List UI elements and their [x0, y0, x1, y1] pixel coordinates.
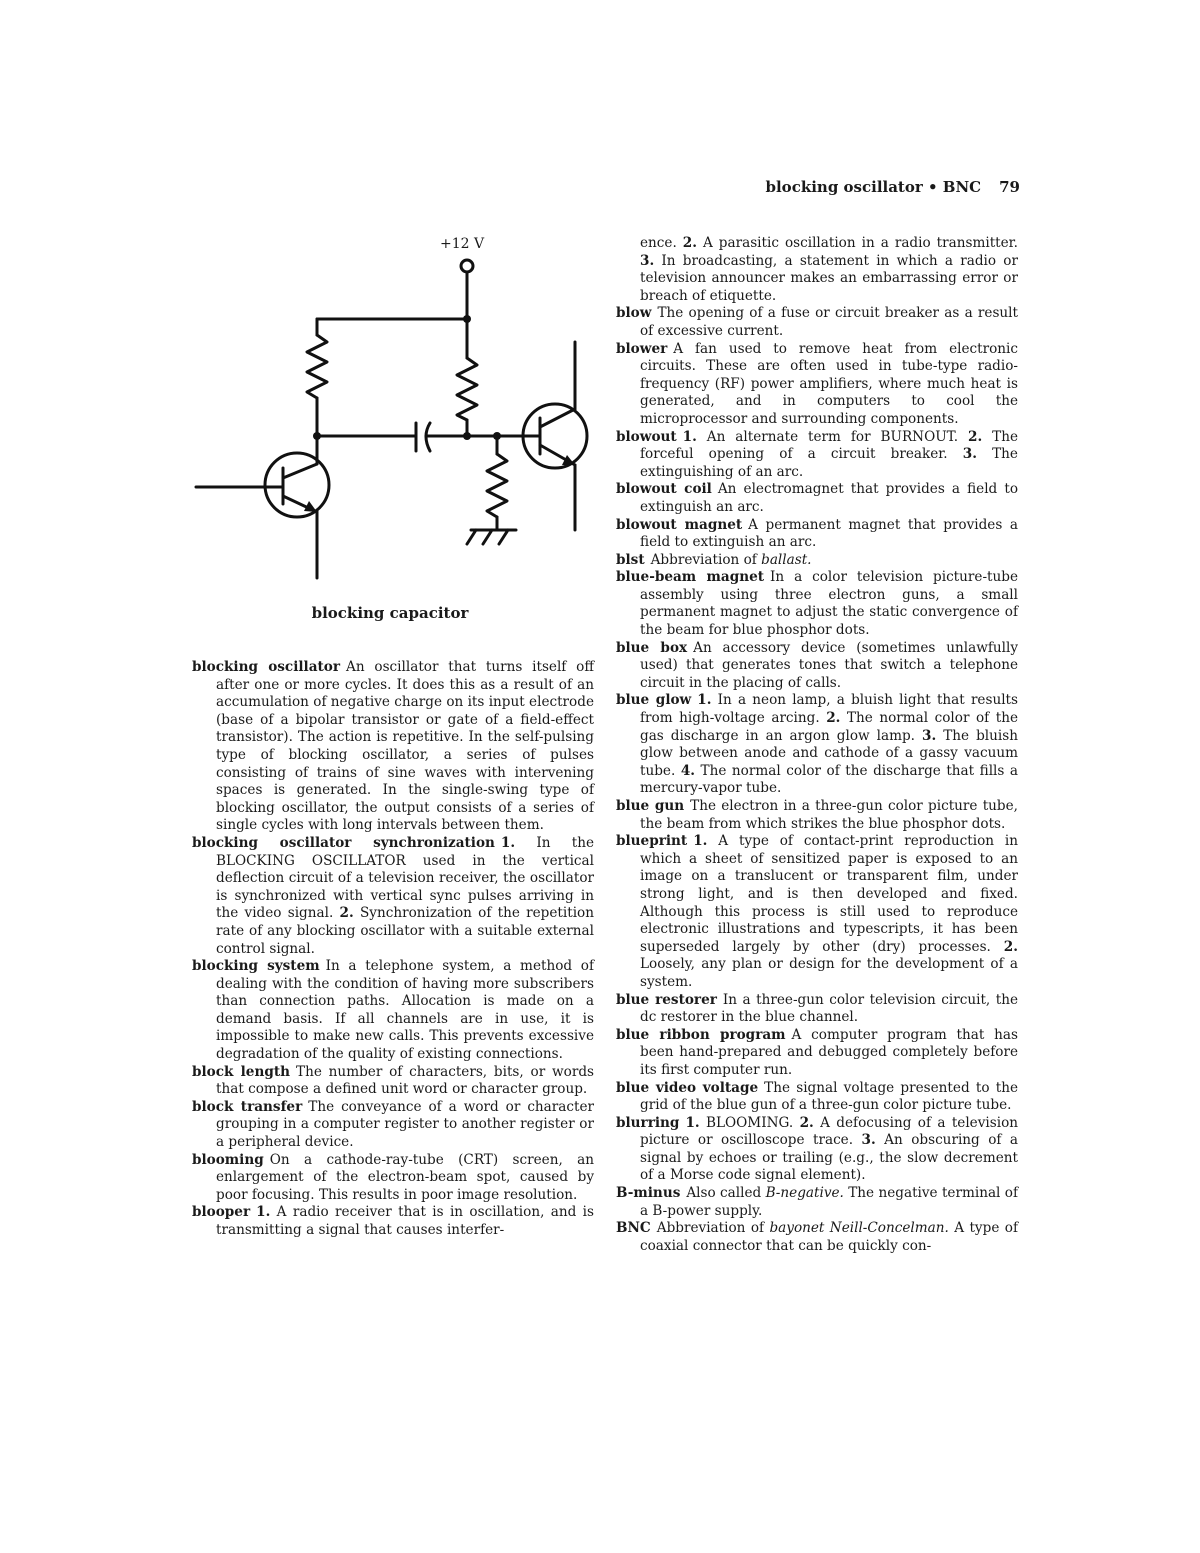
circuit-figure [190, 230, 590, 630]
definition-text: The negative terminal of a B-power supply. [640, 1185, 1018, 1219]
entry-term: blue ribbon program [616, 1026, 786, 1043]
entry-term: blower [616, 340, 668, 357]
entry-term: blow [616, 305, 652, 322]
definition-text: A fan used to remove heat from electronic circuits. These are often used in tube-type radio-frequency (RF) power amplifiers, where much heat is generated, and in computers to cool the microprocessor and surrounding components. [640, 340, 1018, 427]
definition-text: The extinguishing of an arc. [640, 446, 1018, 480]
definition-text: A radio receiver that is in oscillation, and is transmitting a signal that causes interfer- [216, 1204, 594, 1238]
sense-number: 3. [922, 727, 937, 744]
dictionary-entry [192, 1064, 594, 1099]
sense-number: 4. [680, 762, 696, 779]
definition-text: In broadcasting, a statement in which a radio or television announcer makes an embarrassing error or breach of etiquette. [640, 252, 1018, 304]
supply-voltage-label: +12 V [440, 236, 485, 252]
entry-term: blooming [192, 1151, 264, 1168]
dictionary-entry [616, 1220, 1018, 1255]
definition-text: A type of coaxial connector that can be quickly con- [640, 1220, 1018, 1254]
definition-text: Abbreviation of [656, 1220, 770, 1237]
sense-number: 2. [682, 235, 697, 251]
entry-term: blowout magnet [616, 516, 743, 533]
definition-text: A permanent magnet that provides a field to extinguish an arc. [640, 516, 1018, 551]
dictionary-entry [616, 429, 1018, 482]
dictionary-entry [192, 835, 594, 958]
dictionary-entry [616, 798, 1018, 833]
sense-number: 2. [799, 1114, 814, 1131]
dictionary-entry [616, 1080, 1018, 1115]
left-column [192, 659, 594, 1240]
entry-term: blueprint [616, 833, 688, 850]
sense-number: 1. [693, 833, 708, 850]
definition-text: B-negative. [765, 1185, 844, 1202]
definition-text: In a color television picture-tube assembly using three electron guns, a small permanent magnet to adjust the static convergence of the beam for blue phosphor dots. [640, 569, 1018, 639]
definition-text: The opening of a fuse or circuit breaker as a result of excessive current. [640, 305, 1018, 339]
sense-number: 1. [682, 428, 697, 445]
sense-number: 2. [1003, 938, 1018, 955]
dictionary-entry [192, 659, 594, 835]
entry-term: blue restorer [616, 991, 717, 1008]
entry-term: blurring [616, 1114, 680, 1131]
running-head [700, 178, 1020, 196]
entry-term: blowout [616, 428, 677, 445]
sense-number: 3. [640, 252, 655, 269]
definition-text: In a telephone system, a method of dealing with the condition of having more subscribers than connection paths. Allocation is made on a demand basis. If all channels are in use, it is impossible to make new calls. This prevents excessive degradation of the quality of existing connections. [216, 958, 594, 1063]
dictionary-entry [616, 692, 1018, 798]
definition-text: An oscillator that turns itself off after one or more cycles. It does this as a result of an accumulation of negative charge on its input electrode (base of a bipolar transistor or gate of a field-effect transistor). The action is repetitive. In the self-pulsing type of blocking oscillator, a series of pulses consisting of trains of sine waves with intervening spaces is generated. In the single-swing type of blocking oscillator, the output consists of a series of single cycles with long intervals between them. [216, 659, 594, 834]
definition-text: A computer program that has been hand-prepared and debugged completely before its first computer run. [640, 1026, 1018, 1078]
dictionary-entry [616, 305, 1018, 340]
dictionary-entry [192, 1099, 594, 1152]
dictionary-entry [616, 569, 1018, 639]
sense-number: 1. [256, 1204, 271, 1221]
definition-text: ence. [640, 235, 683, 251]
entry-term: blocking oscillator [192, 659, 341, 675]
dictionary-entry [192, 958, 594, 1064]
dictionary-entry [616, 1115, 1018, 1185]
entry-term: blocking system [192, 958, 320, 975]
sense-number: 1. [500, 834, 516, 851]
entry-term: B-minus [616, 1185, 681, 1202]
entry-term: blue box [616, 639, 688, 656]
sense-number: 2. [339, 905, 354, 922]
definition-text: ballast. [761, 551, 812, 568]
entry-term: blst [616, 551, 645, 568]
entry-term: blue glow [616, 692, 692, 709]
definition-text: BLOOMING. [699, 1114, 800, 1131]
dictionary-entry [616, 235, 1018, 305]
dictionary-entry [192, 1204, 594, 1239]
definition-text: Loosely, any plan or design for the development of a system. [640, 956, 1018, 990]
dictionary-entry [616, 640, 1018, 693]
sense-number: 2. [826, 710, 841, 727]
blocking-capacitor-schematic [190, 230, 590, 600]
definition-text: A parasitic oscillation in a radio transmitter. [696, 235, 1018, 251]
definition-text: In a three-gun color television circuit, the dc restorer in the blue channel. [640, 991, 1018, 1026]
definition-text: Also called [686, 1185, 766, 1202]
dictionary-entry [616, 1185, 1018, 1220]
definition-text: A defocusing of a television picture or oscilloscope trace. [640, 1114, 1019, 1149]
definition-text: The signal voltage presented to the grid of the blue gun of a three-gun color picture tube. [640, 1079, 1018, 1114]
definition-text: The conveyance of a word or character grouping in a computer register to another register or a peripheral device. [216, 1098, 595, 1151]
entry-term: blocking oscillator synchronization [192, 834, 495, 851]
definition-text: An obscuring of a signal by echoes or trailing (e.g., the slow decrement of a Morse code signal element). [640, 1132, 1018, 1184]
entry-term: blue-beam magnet [616, 569, 765, 586]
dictionary-entry [616, 552, 1018, 570]
definition-text: A type of contact-print reproduction in which a sheet of sensitized paper is exposed to an image on a translucent or transparent film, under strong light, and is then developed and fixed. Although this process is still used to reproduce electronic illustrations and typescripts, it has been superseded largely by other (dry) processes. [640, 833, 1018, 955]
sense-number: 2. [968, 428, 983, 445]
sense-number: 3. [861, 1132, 876, 1149]
entry-term: block transfer [192, 1098, 303, 1115]
dictionary-entry [192, 1152, 594, 1205]
sense-number: 3. [962, 446, 977, 463]
definition-text: The number of characters, bits, or words that compose a defined unit word or character group. [216, 1063, 595, 1098]
entry-term: blue gun [616, 798, 685, 814]
right-column [616, 235, 1018, 1255]
definition-text: In the BLOCKING OSCILLATOR used in the vertical deflection circuit of a television receiver, the oscillator is synchronized with vertical sync pulses arriving in the video signal. [216, 834, 594, 922]
dictionary-entry [616, 517, 1018, 552]
entry-term: BNC [616, 1220, 651, 1237]
entry-term: blue video voltage [616, 1079, 759, 1096]
definition-text: The normal color of the discharge that fills a mercury-vapor tube. [640, 762, 1018, 797]
dictionary-entry [616, 481, 1018, 516]
entry-term: blowout coil [616, 481, 712, 498]
definition-text: The forceful opening of a circuit breaker. [640, 428, 1018, 463]
definition-text: The bluish glow between anode and cathode of a gassy vacuum tube. [640, 727, 1018, 779]
running-head-text: blocking oscillator • BNC [765, 178, 982, 196]
dictionary-entry [616, 1027, 1018, 1080]
definition-text: The normal color of the gas discharge in an argon glow lamp. [640, 710, 1018, 744]
page-number: 79 [999, 178, 1020, 196]
sense-number: 1. [685, 1114, 700, 1131]
definition-text: On a cathode-ray-tube (CRT) screen, an enlargement of the electron-beam spot, caused by poor focusing. This results in poor image resolution. [216, 1151, 594, 1203]
entry-term: block length [192, 1063, 291, 1080]
dictionary-entry [616, 992, 1018, 1027]
sense-number: 1. [697, 692, 712, 709]
dictionary-entry [616, 341, 1018, 429]
definition-text: In a neon lamp, a bluish light that results from high-voltage arcing. [640, 692, 1018, 727]
figure-caption: blocking capacitor [311, 604, 469, 622]
definition-text: An accessory device (sometimes unlawfully used) that generates tones that switch a telephone circuit in the placing of calls. [640, 639, 1018, 691]
entry-term: blooper [192, 1204, 251, 1221]
definition-text: bayonet Neill-Concelman. [769, 1220, 949, 1237]
definition-text: An alternate term for BURNOUT. [696, 428, 968, 445]
definition-text: Abbreviation of [650, 551, 762, 568]
definition-text: An electromagnet that provides a field to extinguish an arc. [640, 481, 1019, 515]
definition-text: Synchronization of the repetition rate of any blocking oscillator with a suitable external control signal. [216, 905, 594, 957]
definition-text: The electron in a three-gun color picture tube, the beam from which strikes the blue phosphor dots. [640, 798, 1018, 832]
dictionary-entry [616, 833, 1018, 991]
